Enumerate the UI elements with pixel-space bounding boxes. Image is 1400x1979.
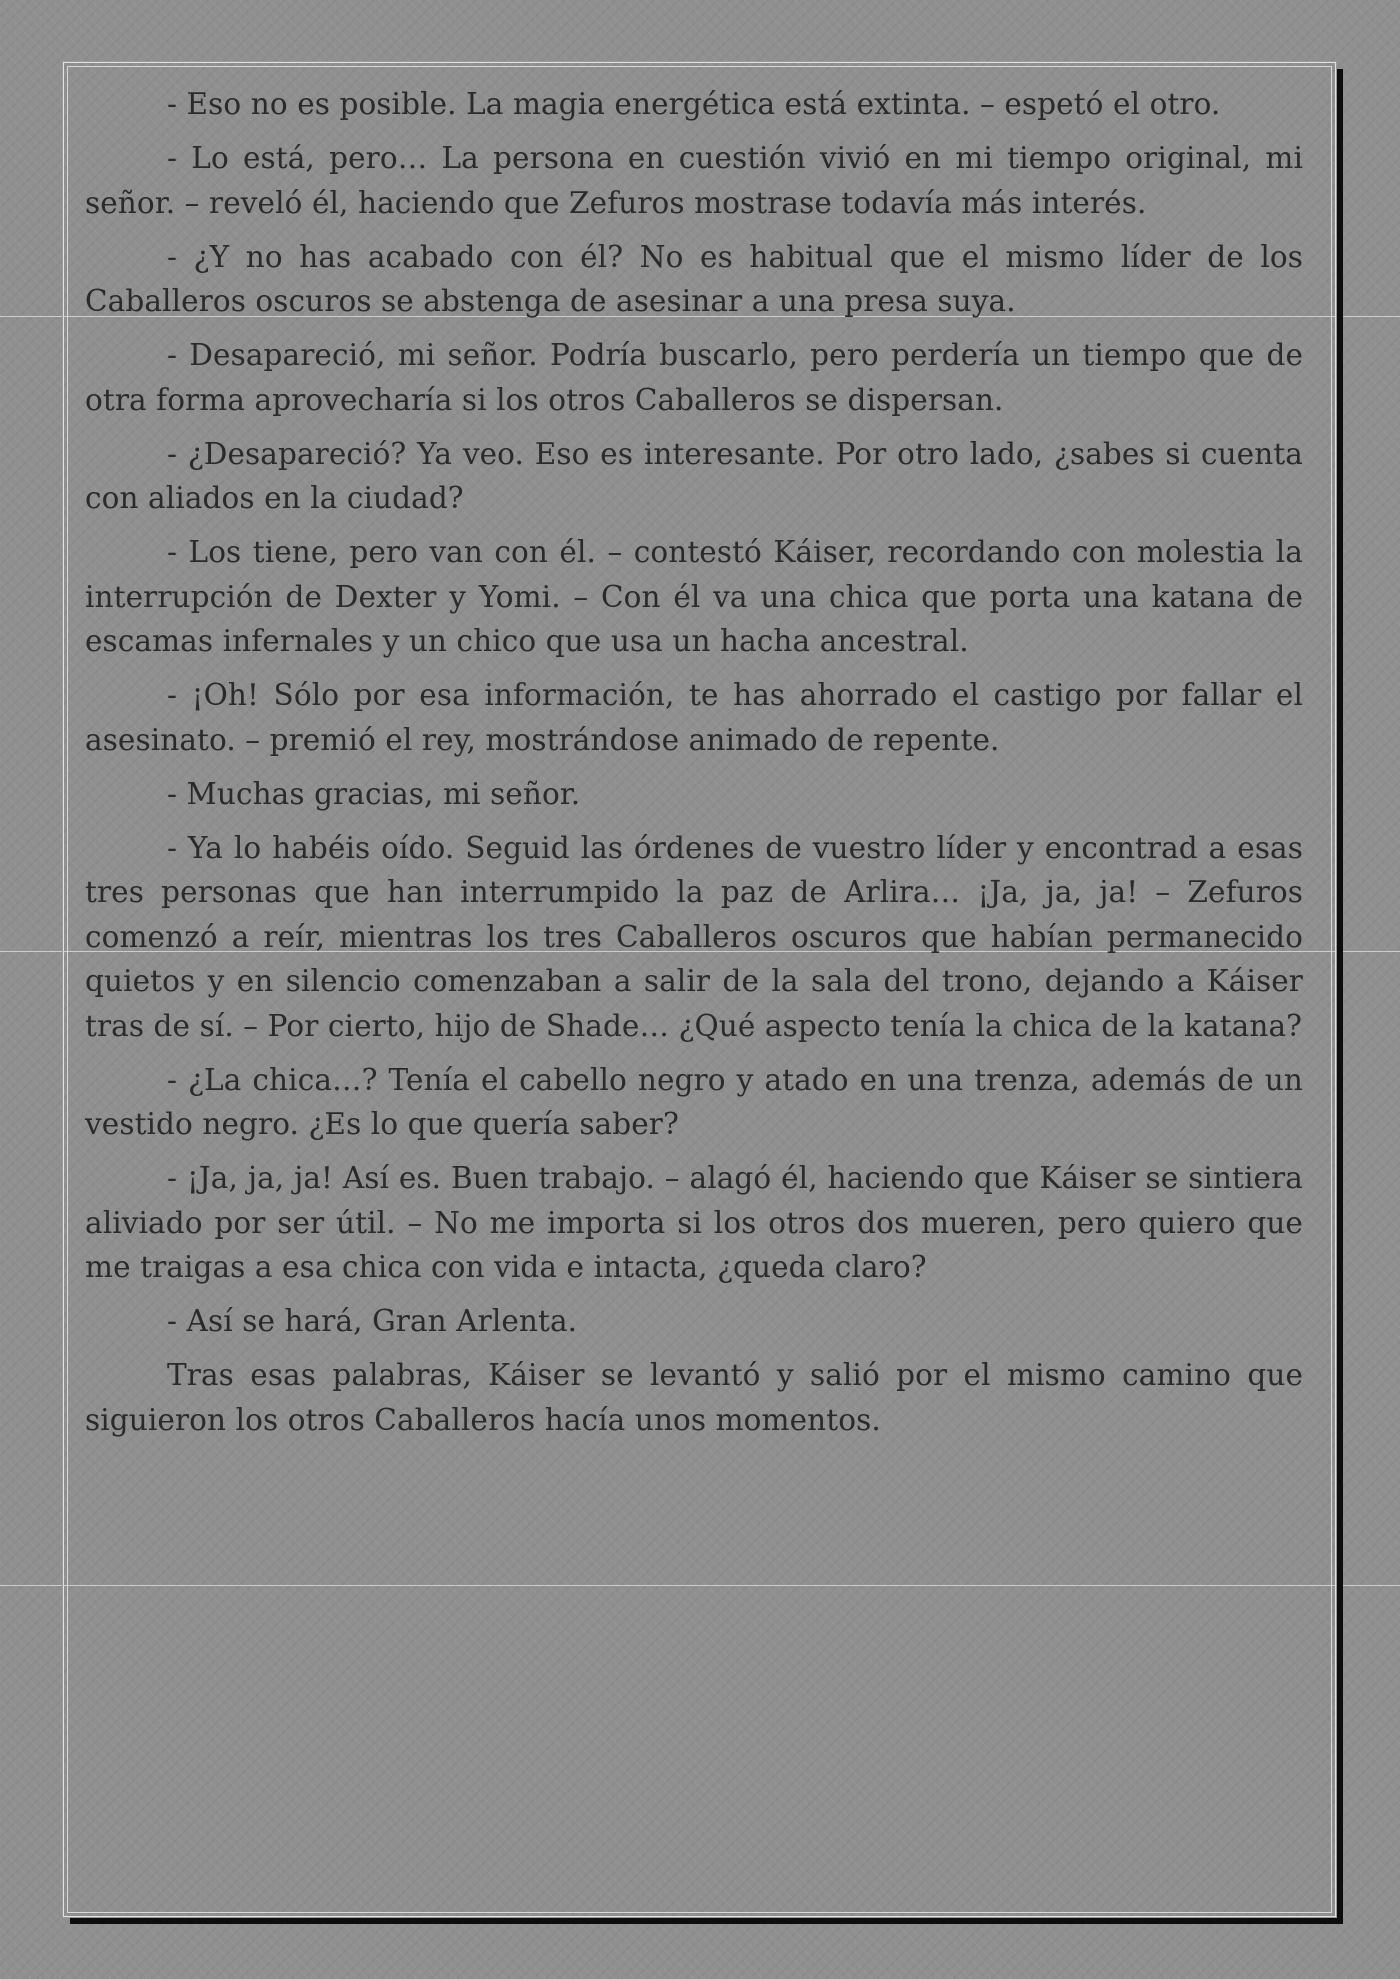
paragraph: - Ya lo habéis oído. Seguid las órdenes de vuestro líder y encontrad a esas tres personas que han interrumpido la paz de Arlira… ¡Ja, ja, ja! – Zefuros comenzó a reír, mientras los tres Caballeros oscuros que habían permanecido quietos y en silencio comenzaban a salir de la sala del trono, dejando a Káiser tras de sí. – Por cierto, hijo de Shade… ¿Qué aspecto tenía la chica de la katana? xyxy=(85,830,1303,1043)
paragraph: - ¿Desapareció? Ya veo. Eso es interesante. Por otro lado, ¿sabes si cuenta con aliados en la ciudad? xyxy=(85,436,1303,515)
paragraph: - ¿La chica…? Tenía el cabello negro y atado en una trenza, además de un vestido negro. ¿Es lo que quería saber? xyxy=(85,1062,1303,1141)
paragraph: - Eso no es posible. La magia energética está extinta. – espetó el otro. xyxy=(167,87,1221,121)
document-body xyxy=(85,82,1303,1452)
paragraph: - Desapareció, mi señor. Podría buscarlo, pero perdería un tiempo que de otra forma aprovecharía si los otros Caballeros se dispersan. xyxy=(85,338,1303,417)
paragraph: Tras esas palabras, Káiser se levantó y salió por el mismo camino que siguieron los otros Caballeros hacía unos momentos. xyxy=(85,1358,1303,1437)
paragraph: - ¡Ja, ja, ja! Así es. Buen trabajo. – alagó él, haciendo que Káiser se sintiera aliviado por ser útil. – No me importa si los otros dos mueren, pero quiero que me traigas a esa chica con vida e intacta, ¿queda claro? xyxy=(85,1161,1303,1284)
paragraph: - Lo está, pero… La persona en cuestión vivió en mi tiempo original, mi señor. – reveló él, haciendo que Zefuros mostrase todavía más interés. xyxy=(85,141,1303,220)
paragraph: - Muchas gracias, mi señor. xyxy=(167,776,581,811)
paragraph: - ¡Oh! Sólo por esa información, te has ahorrado el castigo por fallar el asesinato. – premió el rey, mostrándose animado de repente. xyxy=(85,678,1303,757)
paragraph: - Así se hará, Gran Arlenta. xyxy=(167,1304,578,1338)
paragraph: - Los tiene, pero van con él. – contestó Káiser, recordando con molestia la interrupción de Dexter y Yomi. – Con él va una chica que porta una katana de escamas infernales y un chico que usa un hacha ancestral. xyxy=(85,535,1303,658)
paragraph: - ¿Y no has acabado con él? No es habitual que el mismo líder de los Caballeros oscuros se abstenga de asesinar a una presa suya. xyxy=(85,239,1303,318)
